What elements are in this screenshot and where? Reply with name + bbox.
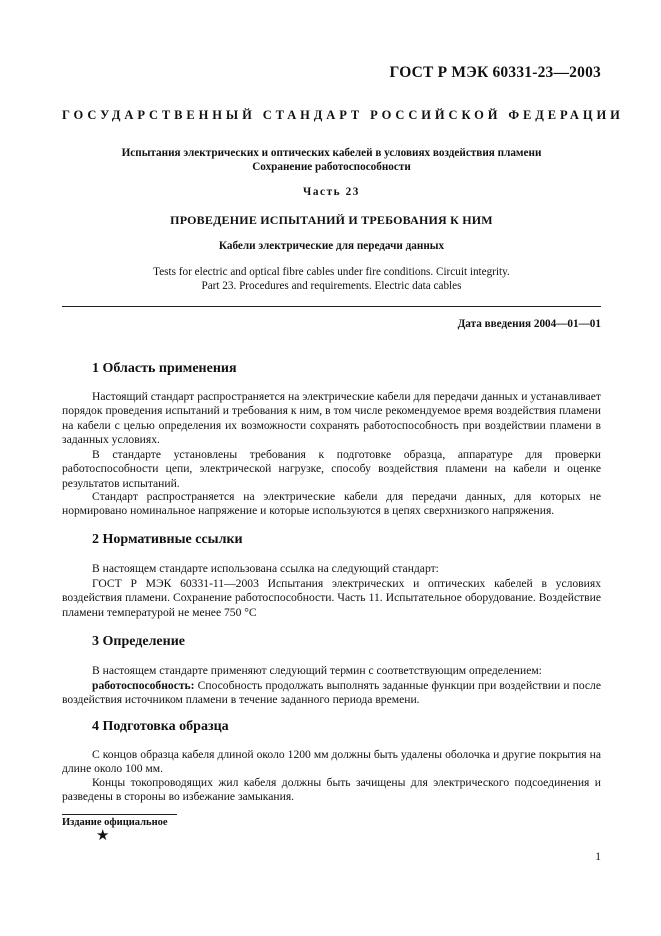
main-title: ПРОВЕДЕНИЕ ИСПЫТАНИЙ И ТРЕБОВАНИЯ К НИМ [170, 213, 493, 227]
definition-paragraph [62, 679, 601, 708]
paragraph: Настоящий стандарт распространяется на электрические кабели для передачи данных и устанавливает порядок проведения испытаний и требования к ним, в том числе рекомендуемое время воздействия пламени на кабели с целью определения их возможности сохранять работоспособность при воздействии пламени в заданных условиях. [62, 390, 601, 446]
part-label: Часть 23 [303, 186, 360, 198]
section-heading-1: 1 Область применения [92, 361, 237, 376]
section-heading-3: 3 Определение [92, 634, 185, 649]
section-heading-4: 4 Подготовка образца [92, 719, 229, 734]
edition-label: Издание официальное [62, 817, 168, 828]
defined-term: работоспособность: [92, 679, 195, 692]
paragraph: Концы токопроводящих жил кабеля должны быть зачищены для электрического подсоединения и разведены в стороны во избежание замыкания. [62, 776, 601, 804]
definition-text: Способность продолжать выполнять заданные функции при воздействии и после воздействия источником пламени в течение заданного периода времени. [62, 679, 601, 707]
star-icon: ★ [96, 826, 110, 844]
intro-date: Дата введения 2004—01—01 [457, 318, 601, 330]
title-en-line2: Part 23. Procedures and requirements. Electric data cables [201, 280, 462, 292]
title-ru [62, 146, 601, 174]
title-en [62, 265, 601, 293]
paragraph: Стандарт распространяется на электрические кабели для передачи данных, для которых не нормировано номинальное напряжение и которые используются в цепях сверхнизкого напряжения. [62, 490, 601, 518]
paragraph: С концов образца кабеля длиной около 1200 мм должны быть удалены оболочка и другие покрытия на длине около 100 мм. [62, 748, 601, 776]
paragraph: В настоящем стандарте использована ссылка на следующий стандарт: [92, 562, 439, 575]
paragraph: В настоящем стандарте применяют следующий термин с соответствующим определением: [92, 664, 542, 677]
page-number: 1 [595, 851, 601, 863]
section-heading-2: 2 Нормативные ссылки [92, 532, 243, 547]
footer-divider [62, 814, 177, 815]
state-standard-title: ГОСУДАРСТВЕННЫЙ СТАНДАРТ РОССИЙСКОЙ ФЕДЕРАЦИИ [62, 108, 624, 122]
title-ru-line2: Сохранение работоспособности [252, 161, 411, 173]
paragraph: ГОСТ Р МЭК 60331-11—2003 Испытания электрических и оптических кабелей в условиях воздействия пламени. Сохранение работоспособности. Часть 11. Испытательное оборудование. Воздействие пламени температурой не менее 750 °C [62, 577, 601, 619]
document-code: ГОСТ Р МЭК 60331-23—2003 [389, 64, 601, 81]
title-ru-line1: Испытания электрических и оптических кабелей в условиях воздействия пламени [121, 147, 542, 159]
subtitle: Кабели электрические для передачи данных [218, 240, 445, 252]
top-divider [62, 306, 601, 307]
paragraph: В стандарте установлены требования к подготовке образца, аппаратуре для проверки работоспособности цепи, электрической нагрузке, способу воздействия пламени на кабели и оценке результатов испытаний. [62, 448, 601, 490]
title-en-line1: Tests for electric and optical fibre cables under fire conditions. Circuit integrity. [153, 266, 510, 278]
